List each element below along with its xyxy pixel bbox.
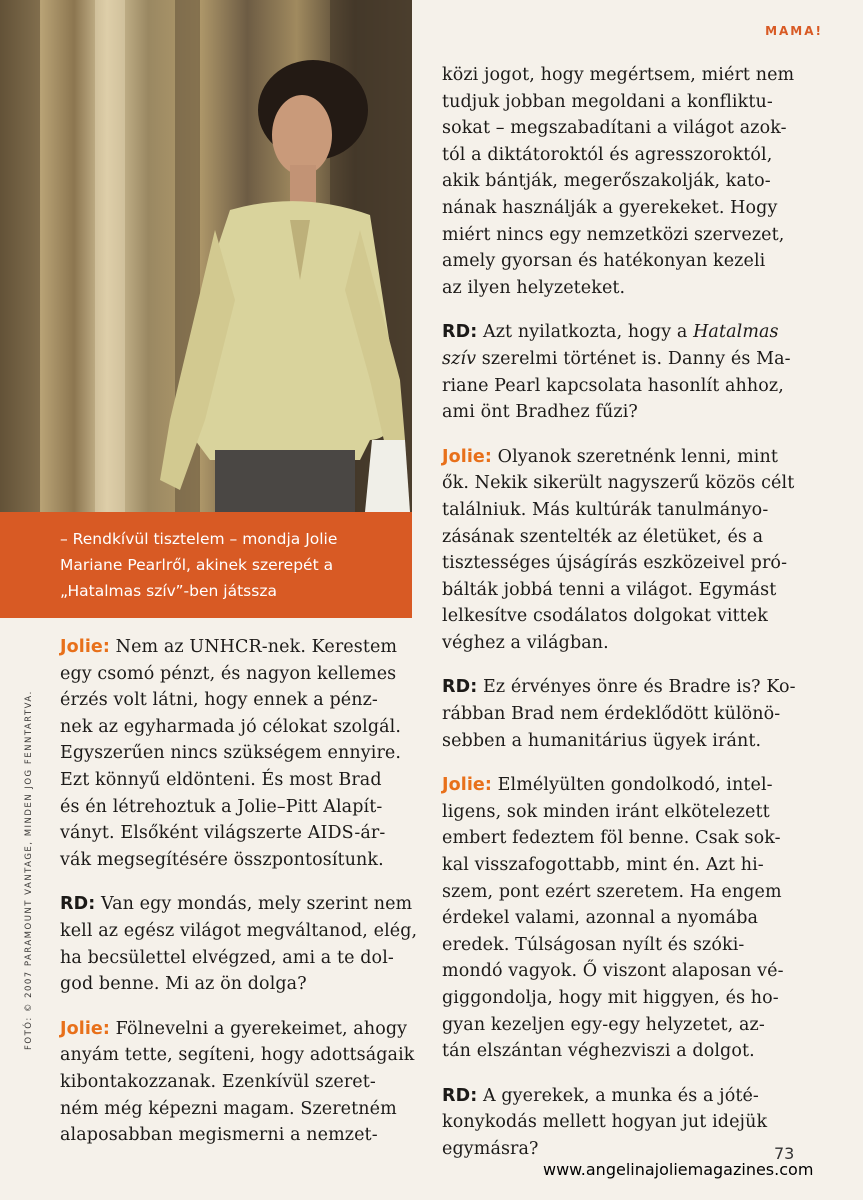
text-line [442,932,802,959]
text-line [60,820,415,847]
text-line [60,918,418,945]
text-line [442,958,802,985]
line-text: Olyanok szeretnénk lenni, mint [492,446,778,467]
article-column-left [60,634,418,1149]
text-line [442,550,802,577]
article-column-right [442,62,802,1163]
line-text: ha becsülettel elvégzed, ami a te dol- [60,947,394,968]
page-number: 73 [774,1144,795,1163]
text-line [442,772,802,799]
paragraph-gap [442,426,802,444]
text-line [442,222,802,249]
speaker-label: RD: [442,677,478,698]
text-line [60,891,415,918]
line-text: god benne. Mi az ön dolga? [60,974,307,995]
speaker-label: Jolie: [442,775,492,796]
text-line [442,195,802,222]
line-text: Ez érvényes önre és Bradre is? Ko- [477,677,796,698]
text-line [442,1109,802,1136]
line-text: nának használják a gyerekeket. Hogy [442,197,778,218]
text-line [442,399,802,426]
line-text: A gyerekek, a munka és a jóté- [477,1085,759,1106]
speaker-label: RD: [442,322,478,343]
text-line [442,470,802,497]
text-line [60,1122,415,1149]
caption-line: Mariane Pearlről, akinek szerepét a [60,556,334,574]
line-text: Fölnevelni a gyerekeimet, ahogy [110,1018,408,1039]
text-line [60,1096,415,1123]
line-text: konykodás mellett hogyan jut idejük [442,1112,768,1133]
text-line [442,603,802,630]
line-text: nek az egyharmada jó célokat szolgál. [60,716,402,737]
text-line [60,687,415,714]
line-text: sebben a humanitárius ügyek iránt. [442,730,762,751]
line-text: sokat – megszabadítani a világot azok- [442,118,787,139]
line-text: tudjuk jobban megoldani a konfliktu- [442,91,773,112]
paragraph-gap [442,656,802,674]
paragraph-gap [442,301,802,319]
text-line [442,142,802,169]
text-line [442,115,802,142]
text-line [442,674,802,701]
text-line [60,1069,415,1096]
paragraph-gap [60,998,415,1016]
paragraph [442,674,802,754]
text-line [442,879,802,906]
text-line [442,825,802,852]
line-text: amely gyorsan és hatékonyan kezeli [442,251,766,272]
text-line [60,740,415,767]
line-text: zásának szentelték az életüket, és a [442,526,764,547]
line-text: tisztességes újságírás eszközeivel pró- [442,553,788,574]
paragraph [60,1016,415,1149]
speaker-label: RD: [60,894,96,915]
line-text: riane Pearl kapcsolata hasonlít ahhoz, [442,375,784,396]
text-line [442,275,802,302]
paragraph [60,634,415,873]
line-text: Elmélyülten gondolkodó, intel- [492,775,773,796]
text-line [60,767,415,794]
paragraph-gap [442,1065,802,1083]
caption-line: „Hatalmas szív”-ben játssza [60,582,277,600]
text-line [442,701,802,728]
watermark: www.angelinajoliemagazines.com [543,1160,814,1179]
text-line [442,852,802,879]
paragraph [442,319,802,425]
line-text: az ilyen helyzeteket. [442,277,626,298]
line-text: embert fedeztem föl benne. Csak sok- [442,828,781,849]
text-line [442,373,802,400]
line-text: Van egy mondás, mely szerint nem [95,894,413,915]
line-text: egy csomó pénzt, és nagyon kellemes [60,663,397,684]
text-line [442,799,802,826]
line-text: alaposabban megismerni a nemzet- [60,1125,378,1146]
speaker-label: Jolie: [60,637,110,657]
line-text: tán elszántan véghezviszi a dolgot. [442,1041,755,1062]
text-line [442,1083,802,1110]
text-line [442,497,802,524]
section-tag: MAMA! [765,24,823,38]
paragraph [442,62,802,301]
text-line [442,248,802,275]
text-line [442,1136,802,1163]
line-text: Ezt könnyű eldönteni. És most Brad [60,769,382,790]
text-line [60,945,415,972]
line-text: ők. Nekik sikerült nagyszerű közös célt [442,473,795,494]
text-line [442,89,802,116]
photo [0,0,412,512]
text-line [60,714,415,741]
line-text: ványt. Elsőként világszerte AIDS-ár- [60,823,386,844]
line-text: ami önt Bradhez fűzi? [442,402,638,423]
speaker-label: RD: [442,1085,478,1106]
line-text: lelkesítve csodálatos dolgokat vittek [442,606,768,627]
line-text: ligens, sok minden iránt elkötelezett [442,801,770,822]
line-text: Nem az UNHCR-nek. Kerestem [110,637,398,657]
speaker-label: Jolie: [60,1018,110,1039]
line-text: találniuk. Más kultúrák tanulmányo- [442,499,769,520]
text-line [60,661,415,688]
text-line [442,630,802,657]
text-line [442,346,802,373]
line-text: Egyszerűen nincs szükségem ennyire. [60,743,402,764]
film-title: Hatalmas [693,322,779,343]
line-text: Azt nyilatkozta, hogy a Hatalmas [477,322,779,343]
line-text: kell az egész világot megváltanod, elég, [60,920,418,941]
text-line [442,1038,802,1065]
text-line [442,905,802,932]
photo-illustration [0,0,412,512]
text-line [60,847,415,874]
text-line [442,524,802,551]
line-text: vák megsegítésére összpontosítunk. [60,849,384,870]
text-line [60,1016,415,1043]
line-text: kibontakozzanak. Ezenkívül szeret- [60,1071,376,1092]
line-text: akik bántják, megerőszakolják, kato- [442,171,771,192]
line-text: szív szerelmi történet is. Danny és Ma- [442,348,791,369]
line-text: tól a diktátoroktól és agresszoroktól, [442,144,773,165]
speaker-label: Jolie: [442,446,492,467]
photo-credit: FOTÓ: © 2007 PARAMOUNT VANTAGE, MINDEN JOG FENNTARTVA. [24,690,34,1050]
caption-line: – Rendkívül tisztelem – mondja Jolie [60,530,338,548]
film-title: szív [442,348,477,369]
line-text: ném még képezni magam. Szeretném [60,1098,397,1119]
line-text: bálták jobbá tenni a világot. Egymást [442,579,777,600]
text-line [442,168,802,195]
text-line [60,794,415,821]
text-line [442,444,802,471]
line-text: kal visszafogottabb, mint én. Azt hi- [442,855,764,876]
text-line [442,1012,802,1039]
line-text: rábban Brad nem érdeklődött különö- [442,704,781,725]
line-text: egymásra? [442,1138,539,1159]
paragraph [60,891,418,997]
paragraph-gap [442,754,802,772]
line-text: közi jogot, hogy megértsem, miért nem [442,65,795,85]
line-text: miért nincs egy nemzetközi szervezet, [442,224,785,245]
line-text: eredek. Túlságosan nyílt és szóki- [442,934,745,955]
line-text: érdekel valami, azonnal a nyomába [442,908,759,929]
text-line [60,971,415,998]
line-text: érzés volt látni, hogy ennek a pénz- [60,690,378,711]
line-text: és én létrehoztuk a Jolie–Pitt Alapít- [60,796,383,817]
line-text: giggondolja, hogy mit higgyen, és ho- [442,988,779,1008]
line-text: véghez a világban. [442,632,609,653]
text-line [442,985,802,1012]
line-text: mondó vagyok. Ő viszont alaposan vé- [442,961,784,982]
paragraph [442,444,802,657]
paragraph [442,772,802,1065]
text-line [60,634,415,661]
text-line [60,1042,415,1069]
text-line [442,62,802,89]
paragraph-gap [60,873,415,891]
paragraph [442,1083,802,1163]
line-text: anyám tette, segíteni, hogy adottságaik [60,1045,415,1066]
photo-caption [0,512,412,618]
line-text: szem, pont ezért szeretem. Ha engem [442,881,782,902]
text-line [442,319,802,346]
text-line [442,728,802,755]
text-line [442,577,802,604]
line-text: gyan kezeljen egy-egy helyzetet, az- [442,1014,765,1035]
